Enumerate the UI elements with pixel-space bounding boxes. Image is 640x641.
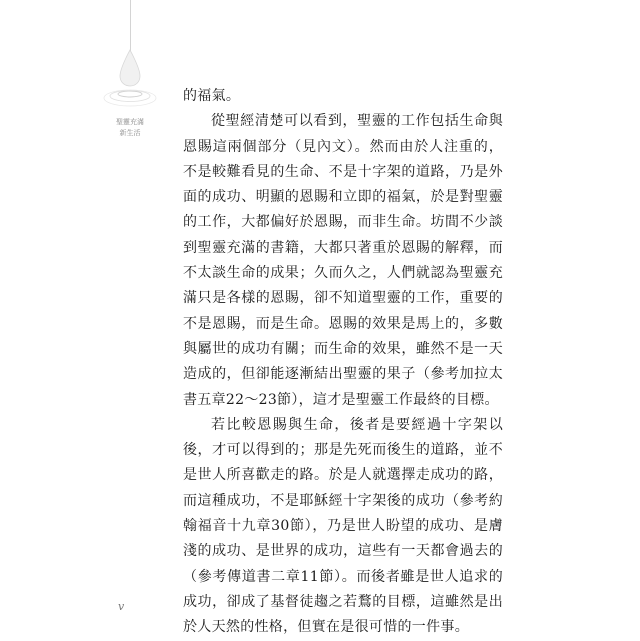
running-head-line1: 聖靈充滿 — [116, 118, 144, 126]
paragraph: 從聖經清楚可以看到，聖靈的工作包括生命與恩賜這兩個部分（見內文）。然而由於人注重的，不是較難看見的生命、不是十字架的道路，乃是外面的成功、明顯的恩賜和立即的福氣，於是對聖靈的工作，大都偏好於恩賜，而非生命。坊間不少談到聖靈充滿的書籍，大都只著重於恩賜的解釋，而不太談生命的成果；久而久之，人們就認為聖靈充滿只是各樣的恩賜，卻不知道聖靈的工作，重要的不是恩賜，而是生命。恩賜的效果是馬上的，多數與屬世的成功有關；而生命的效果，雖然不是一天造成的，但卻能逐漸結出聖靈的果子（參考加拉太書五章22～23節），這才是聖靈工作最終的目標。 — [183, 113, 503, 408]
body-text — [183, 84, 503, 641]
paragraph-continuation: 的福氣。 — [183, 88, 241, 104]
page-number: v — [118, 600, 125, 613]
running-head — [100, 117, 160, 139]
paragraph: 若比較恩賜與生命，後者是要經過十字架以後，才可以得到的；那是先死而後生的道路，並不是世人所喜歡走的路。於是人就選擇走成功的路，而這種成功，不是耶穌經十字架後的成功（參考約翰福音十九章30節），乃是世人盼望的成功、是膚淺的成功、是世界的成功，這些有一天都會過去的（參考傳道書二章11節）。而後者雖是世人追求的成功，卻成了基督徒趨之若鶩的目標，這雖然是出於人天然的性格，但實在是很可惜的一件事。 — [183, 416, 503, 636]
running-head-line2: 新生活 — [119, 129, 141, 137]
water-drop-icon — [102, 44, 158, 112]
